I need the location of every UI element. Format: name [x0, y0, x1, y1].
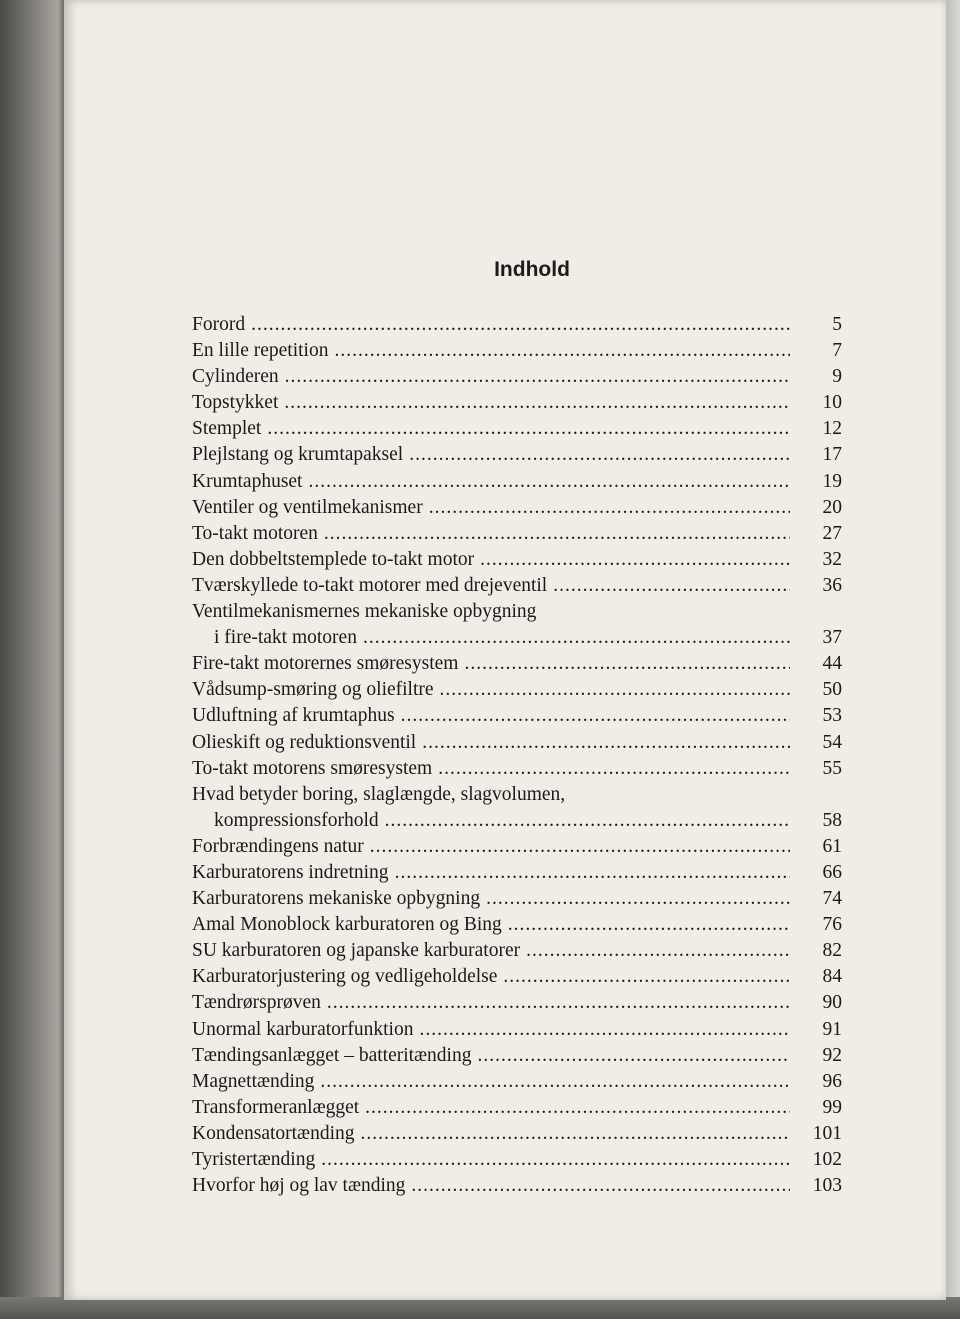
toc-leader-dots: [409, 442, 790, 468]
toc-entry-label: Magnettænding: [192, 1070, 315, 1092]
toc-leader-dots: [321, 1147, 790, 1173]
toc-leader-dots: [363, 625, 790, 651]
toc-entry-page: 53: [822, 705, 842, 727]
toc-entry: [192, 834, 842, 860]
toc-entry-label: Den dobbeltstemplede to-takt motor: [192, 548, 475, 570]
page-title: Indhold: [494, 258, 570, 281]
toc-entry-page: 27: [822, 522, 842, 544]
toc-entry-label: Krumtaphuset: [192, 470, 303, 492]
toc-entry-label: i fire-takt motoren: [214, 627, 357, 649]
toc-entry-page: 17: [822, 444, 842, 466]
toc-entry-label: Udluftning af krumtaphus: [192, 705, 395, 727]
toc-entry-label: Stemplet: [192, 418, 262, 440]
toc-entry-label: Hvorfor høj og lav tænding: [192, 1175, 406, 1197]
toc-entry-page: 55: [822, 757, 842, 779]
toc-entry-label: Tændrørsprøven: [192, 992, 321, 1014]
toc-entry: [192, 912, 842, 938]
toc-entry-label: Karburatorens indretning: [192, 861, 389, 883]
toc-entry-page: 37: [822, 627, 842, 649]
toc-leader-dots: [327, 990, 790, 1016]
toc-entry-label: Transformeranlægget: [192, 1096, 360, 1118]
toc-entry-page: 103: [812, 1175, 842, 1197]
toc-entry: [192, 1017, 842, 1043]
toc-entry: [192, 860, 842, 886]
toc-entry: [192, 964, 842, 990]
toc-entry: [192, 495, 842, 521]
book-spine-edge: [0, 0, 66, 1319]
toc-entry-label: En lille repetition: [192, 340, 329, 362]
toc-entry-page: 36: [822, 574, 842, 596]
toc-entry-page: 9: [832, 366, 842, 388]
toc-entry: [192, 338, 842, 364]
toc-entry: [192, 990, 842, 1016]
toc-entry-page: 12: [822, 418, 842, 440]
toc-leader-dots: [401, 703, 790, 729]
toc-entry-label: Hvad betyder boring, slaglængde, slagvolumen,: [192, 783, 566, 805]
toc-entry-page: 91: [822, 1018, 842, 1040]
toc-leader-dots: [429, 495, 790, 521]
toc-entry-page: 76: [822, 914, 842, 936]
toc-entry-label: Karburatorens mekaniske opbygning: [192, 888, 481, 910]
toc-leader-dots: [308, 469, 790, 495]
toc-entry-label: Tændingsanlægget – batteritænding: [192, 1044, 472, 1066]
toc-entry: [192, 782, 842, 808]
book-page: [64, 0, 946, 1300]
toc-entry-label: Plejlstang og krumtapaksel: [192, 444, 404, 466]
toc-entry-page: 92: [822, 1044, 842, 1066]
toc-entry-page: 102: [812, 1149, 842, 1170]
toc-entry: [192, 1043, 842, 1069]
toc-entry-label: Ventiler og ventilmekanismer: [192, 496, 423, 518]
toc-leader-dots: [285, 364, 790, 390]
toc-leader-dots: [395, 860, 790, 886]
toc-leader-dots: [440, 677, 790, 703]
toc-leader-dots: [480, 547, 790, 573]
toc-entry: [192, 808, 842, 834]
toc-entry-page: 58: [822, 809, 842, 831]
toc-entry-page: 32: [822, 548, 842, 570]
toc-leader-dots: [284, 390, 790, 416]
toc-entry-page: 74: [822, 888, 842, 910]
toc-entry: [192, 1121, 842, 1147]
toc-entry-page: 61: [822, 835, 842, 857]
toc-entry-label: Topstykket: [192, 392, 279, 414]
toc-entry-page: 10: [822, 392, 842, 414]
toc-entry-label: Forord: [192, 314, 246, 335]
toc-entry-page: 44: [822, 653, 842, 675]
toc-entry-page: 66: [822, 861, 842, 883]
toc-entry-page: 101: [812, 1122, 842, 1144]
toc-entry: [192, 390, 842, 416]
table-surface: [0, 1297, 960, 1319]
toc-entry-page: 50: [822, 679, 842, 701]
toc-entry: [192, 547, 842, 573]
toc-leader-dots: [251, 312, 790, 338]
toc-entry: [192, 442, 842, 468]
toc-entry: [192, 730, 842, 756]
toc-entry-page: 7: [832, 340, 842, 362]
toc-leader-dots: [385, 808, 790, 834]
toc-leader-dots: [419, 1017, 790, 1043]
toc-leader-dots: [334, 338, 790, 364]
toc-leader-dots: [365, 1095, 790, 1121]
toc-leader-dots: [411, 1173, 790, 1199]
toc-entry-label: Kondensatortænding: [192, 1122, 355, 1144]
toc-entry-label: Unormal karburatorfunktion: [192, 1018, 414, 1040]
toc-entry-label: Cylinderen: [192, 366, 279, 388]
toc-entry: [192, 677, 842, 703]
toc-leader-dots: [267, 416, 790, 442]
toc-entry-page: 99: [822, 1096, 842, 1118]
toc-leader-dots: [553, 573, 790, 599]
toc-entry: [192, 364, 842, 390]
toc-entry-page: 54: [822, 731, 842, 753]
toc-entry: [192, 756, 842, 782]
toc-entry-page: 19: [822, 470, 842, 492]
toc-entry-page: 5: [832, 314, 842, 335]
toc-leader-dots: [503, 964, 790, 990]
toc-entry: [192, 469, 842, 495]
toc-leader-dots: [422, 730, 790, 756]
toc-leader-dots: [508, 912, 790, 938]
toc-entry-label: Tværskyllede to-takt motorer med drejeventil: [192, 574, 548, 596]
toc-entry: [192, 1095, 842, 1121]
toc-entry-label: Ventilmekanismernes mekaniske opbygning: [192, 601, 537, 623]
toc-leader-dots: [320, 1069, 790, 1095]
toc-leader-dots: [360, 1121, 790, 1147]
toc-entry-label: kompressionsforhold: [214, 809, 379, 831]
toc-leader-dots: [370, 834, 790, 860]
toc-entry: [192, 938, 842, 964]
toc-entry-label: To-takt motorens smøresystem: [192, 757, 433, 779]
toc-entry-label: SU karburatoren og japanske karburatorer: [192, 940, 521, 962]
toc-leader-dots: [324, 521, 790, 547]
toc-entry-label: Amal Monoblock karburatoren og Bing: [192, 914, 502, 936]
toc-entry-label: Olieskift og reduktionsventil: [192, 731, 417, 753]
toc-entry: [192, 886, 842, 912]
toc-leader-dots: [438, 756, 790, 782]
toc-entry: [192, 625, 842, 651]
toc-entry-label: To-takt motoren: [192, 522, 318, 544]
toc-entry-page: 96: [822, 1070, 842, 1092]
toc-entry: [192, 1147, 842, 1173]
toc-leader-dots: [464, 651, 790, 677]
toc-entry: [192, 1173, 842, 1199]
toc-entry: [192, 312, 842, 338]
toc-entry: [192, 599, 842, 625]
toc-entry-page: 84: [822, 966, 842, 988]
toc-entry: [192, 651, 842, 677]
toc-entry: [192, 416, 842, 442]
toc-entry: [192, 703, 842, 729]
toc-leader-dots: [486, 886, 790, 912]
toc-entry-label: Fire-takt motorernes smøresystem: [192, 653, 459, 675]
toc-entry-label: Tyristertænding: [192, 1149, 316, 1170]
toc-entry-label: Forbrændingens natur: [192, 835, 364, 857]
toc-entry-page: 82: [822, 940, 842, 962]
toc-entry-page: 20: [822, 496, 842, 518]
toc-leader-dots: [477, 1043, 790, 1069]
toc-entry-label: Vådsump-smøring og oliefiltre: [192, 679, 434, 701]
toc-entry-page: 90: [822, 992, 842, 1014]
toc-entry-label: Karburatorjustering og vedligeholdelse: [192, 966, 498, 988]
toc-entry: [192, 573, 842, 599]
toc-leader-dots: [526, 938, 790, 964]
toc-entry: [192, 1069, 842, 1095]
table-of-contents: [192, 312, 842, 1199]
toc-entry: [192, 521, 842, 547]
